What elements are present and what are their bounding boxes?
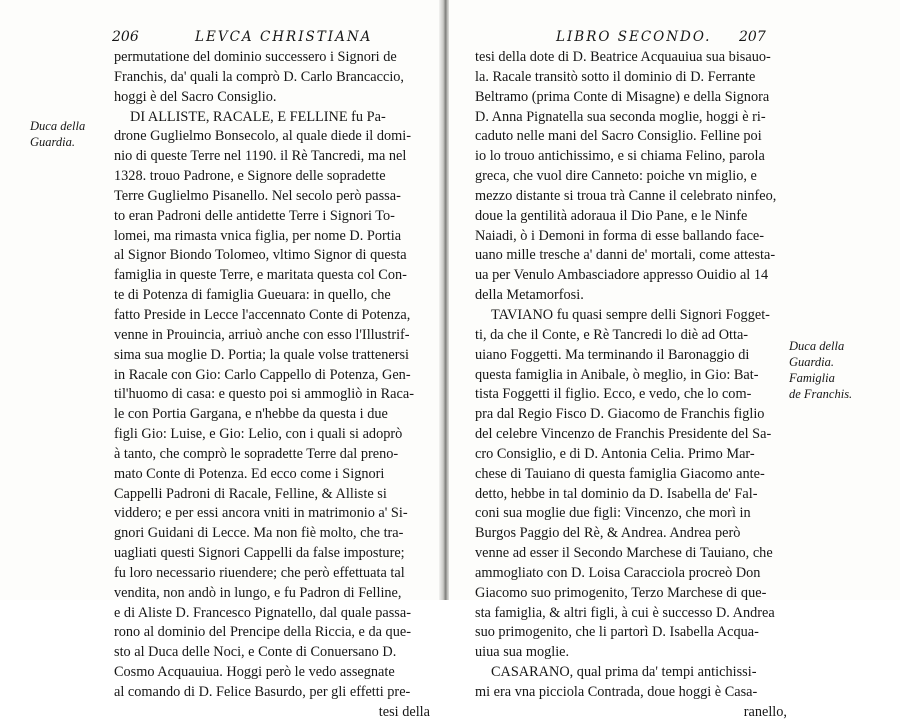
text-line: Giacomo suo primogenito, Terzo Marchese di que-: [475, 584, 767, 601]
text-line: Cappelli Padroni di Racale, Felline, & Alliste si: [114, 485, 387, 502]
left-running-title: LEVCA CHRISTIANA: [195, 29, 373, 45]
right-margin-note: [789, 338, 852, 402]
catchword: tesi della: [378, 703, 430, 720]
text-line: in Racale con Gio: Carlo Cappello di Potenza, Gen-: [114, 366, 411, 383]
text-line: le con Portia Gargana, e n'hebbe da questa i due: [114, 406, 388, 423]
text-line: fatto Preside in Lecce l'accennato Conte di Potenza,: [114, 306, 411, 323]
text-line: coni sua moglie due figli: Vincenzo, che morì in: [475, 505, 751, 522]
text-line: permutatione del dominio successero i Signori de: [114, 49, 397, 65]
text-line: uagliati questi Signori Cappelli da false imposture;: [114, 545, 405, 562]
right-running-title: LIBRO SECONDO.: [556, 29, 712, 45]
text-line: venne ad esser il Secondo Marchese di Tauiano, che: [475, 545, 773, 562]
text-line: vendita, non andò in lungo, e fu Padron di Felline,: [114, 584, 402, 601]
text-line: pra dal Regio Fisco D. Giacomo de Franchis figlio: [475, 406, 765, 423]
text-line: la. Racale transitò sotto il dominio di D. Ferrante: [475, 68, 756, 85]
text-line: famiglia in queste Terre, e maritata questa col Con-: [114, 267, 407, 284]
text-line: sto al Duca delle Noci, e Conte di Conuersano D.: [114, 644, 397, 661]
text-line: del celebre Vincenzo de Franchis Presidente del Sa-: [475, 426, 772, 443]
text-line: Naiadi, ò i Demoni in forma di esse ballando face-: [475, 227, 765, 244]
text-line: mezzo distante si troua trà Canne il celebrato ninfeo,: [475, 187, 777, 204]
text-line: nio di queste Terre nel 1190. il Rè Tancredi, ma nel: [114, 148, 407, 165]
text-line: mato Conte di Potenza. Ed ecco come i Signori: [114, 465, 385, 482]
text-line: rono al dominio del Prencipe della Riccia, e da que-: [114, 624, 411, 641]
left-margin-note: [30, 118, 85, 150]
text-line: detto, hebbe in tal dominio da D. Isabella de' Fal-: [475, 485, 758, 502]
text-line: doue la gentilità adoraua il Dio Pane, e le Ninfe: [475, 207, 748, 224]
text-line: uiua sua moglie.: [475, 644, 570, 661]
text-line: fu loro necessario riuendere; che però effettuata tal: [114, 564, 405, 581]
text-line: ti, da che il Conte, e Rè Tancredi lo diè ad Otta-: [475, 326, 749, 343]
left-body-text: [114, 48, 430, 723]
text-line: til'huomo di casa: e questo poi si ammogliò in Raca-: [114, 386, 414, 403]
text-line: drone Guglielmo Bonsecolo, al quale diede il domi-: [114, 128, 411, 145]
text-line: mi era vna picciola Contrada, doue hoggi è Casa-: [475, 684, 758, 700]
text-line: chese di Tauiano di questa famiglia Giacomo ante-: [475, 465, 765, 482]
margin-note-line: Guardia.: [30, 135, 76, 149]
left-page-number: 206: [112, 29, 139, 45]
text-line: viddero; e per essi ancora vniti in matrimonio a' Si-: [114, 505, 408, 522]
margin-note-line: de Franchis.: [789, 387, 853, 401]
text-line: 1328. trouo Padrone, e Signore delle sopradette: [114, 168, 386, 185]
text-line: figli Gio: Luise, e Gio: Lelio, con i quali si adoprò: [114, 426, 403, 443]
text-line: uano mille tresche a' danni de' mortali, come attesta-: [475, 247, 776, 264]
text-line: greca, che vuol dire Canneto: poiche vn miglio, e: [475, 168, 757, 185]
section-heading-line: TAVIANO fu quasi sempre delli Signori Fogget-: [491, 306, 770, 323]
text-line: suo primogenito, che li partorì D. Isabella Acqua-: [475, 624, 759, 641]
left-page: [0, 0, 443, 720]
text-line: tesi della dote di D. Beatrice Acquauiua sua bisauo-: [475, 49, 771, 65]
text-line: Beltramo (prima Conte di Misagne) e della Signora: [475, 88, 770, 105]
catchword: ranello,: [743, 703, 787, 720]
text-line: e di Aliste D. Francesco Pignatello, dal quale passa-: [114, 604, 411, 621]
text-line: uiano Foggetti. Ma terminando il Baronaggio di: [475, 346, 750, 363]
text-line: Terre Guglielmo Pisanello. Nel secolo però passa-: [114, 187, 401, 204]
text-line: tista Foggetti il figlio. Ecco, e vedo, che lo com-: [475, 386, 752, 403]
text-line: questa famiglia in Anibale, ò meglio, in Gio: Bat-: [475, 366, 759, 383]
text-line: ammogliato con D. Loisa Caracciola procreò Don: [475, 564, 761, 581]
right-body-text: [475, 48, 787, 723]
right-page: [449, 0, 900, 720]
text-line: Burgos Paggio del Rè, & Andrea. Andrea però: [475, 525, 741, 542]
text-line: lomei, ma rimasta vnica figlia, per nome D. Portia: [114, 227, 402, 244]
text-line: venne in Prouincia, arriuò anche con esso l'Illustrif-: [114, 326, 410, 343]
margin-note-line: Guardia.: [789, 355, 835, 369]
margin-note-line: Duca della: [30, 119, 86, 133]
margin-note-line: Famiglia: [789, 371, 835, 385]
text-line: gnori Guidani di Lecce. Ma non fiè molto, che tra-: [114, 525, 404, 542]
margin-note-line: Duca della: [789, 339, 845, 353]
text-line: te di Potenza di famiglia Gueuara: in quello, che: [114, 287, 391, 304]
text-line: D. Anna Pignatella sua seconda moglie, hoggi è ri-: [475, 108, 766, 125]
text-line: sima sua moglie D. Portia; la quale volse trattenersi: [114, 346, 409, 363]
text-line: Franchis, da' quali la comprò D. Carlo Brancaccio,: [114, 68, 405, 85]
section-heading-line: CASARANO, qual prima da' tempi antichissi-: [491, 664, 757, 681]
text-line: ua per Venulo Ambasciadore appresso Ouidio al 14: [475, 267, 769, 284]
right-page-number: 207: [739, 29, 766, 45]
text-line: à tanto, che comprò le sopradette Terre dal preno-: [114, 445, 399, 462]
text-line: al Signor Biondo Tolomeo, vltimo Signor di questa: [114, 247, 407, 264]
text-line: Cosmo Acquauiua. Hoggi però le vedo assegnate: [114, 664, 395, 681]
section-heading-line: DI ALLISTE, RACALE, E FELLINE fu Pa-: [130, 108, 386, 125]
text-line: hoggi è del Sacro Consiglio.: [114, 88, 277, 105]
text-line: io lo trouo antichissimo, e si chiama Felino, parola: [475, 148, 765, 165]
text-line: sta famiglia, & altri figli, à cui è successo D. Andrea: [475, 604, 775, 621]
text-line: della Metamorfosi.: [475, 287, 584, 304]
text-line: cro Consiglio, e di D. Antonia Celia. Primo Mar-: [475, 445, 755, 462]
text-line: to eran Padroni delle antidette Terre i Signori To-: [114, 207, 395, 224]
text-line: caduto nelle mani del Sacro Consiglio. Felline poi: [475, 128, 762, 145]
text-line: al comando di D. Felice Basurdo, per gli effetti pre-: [114, 684, 411, 700]
